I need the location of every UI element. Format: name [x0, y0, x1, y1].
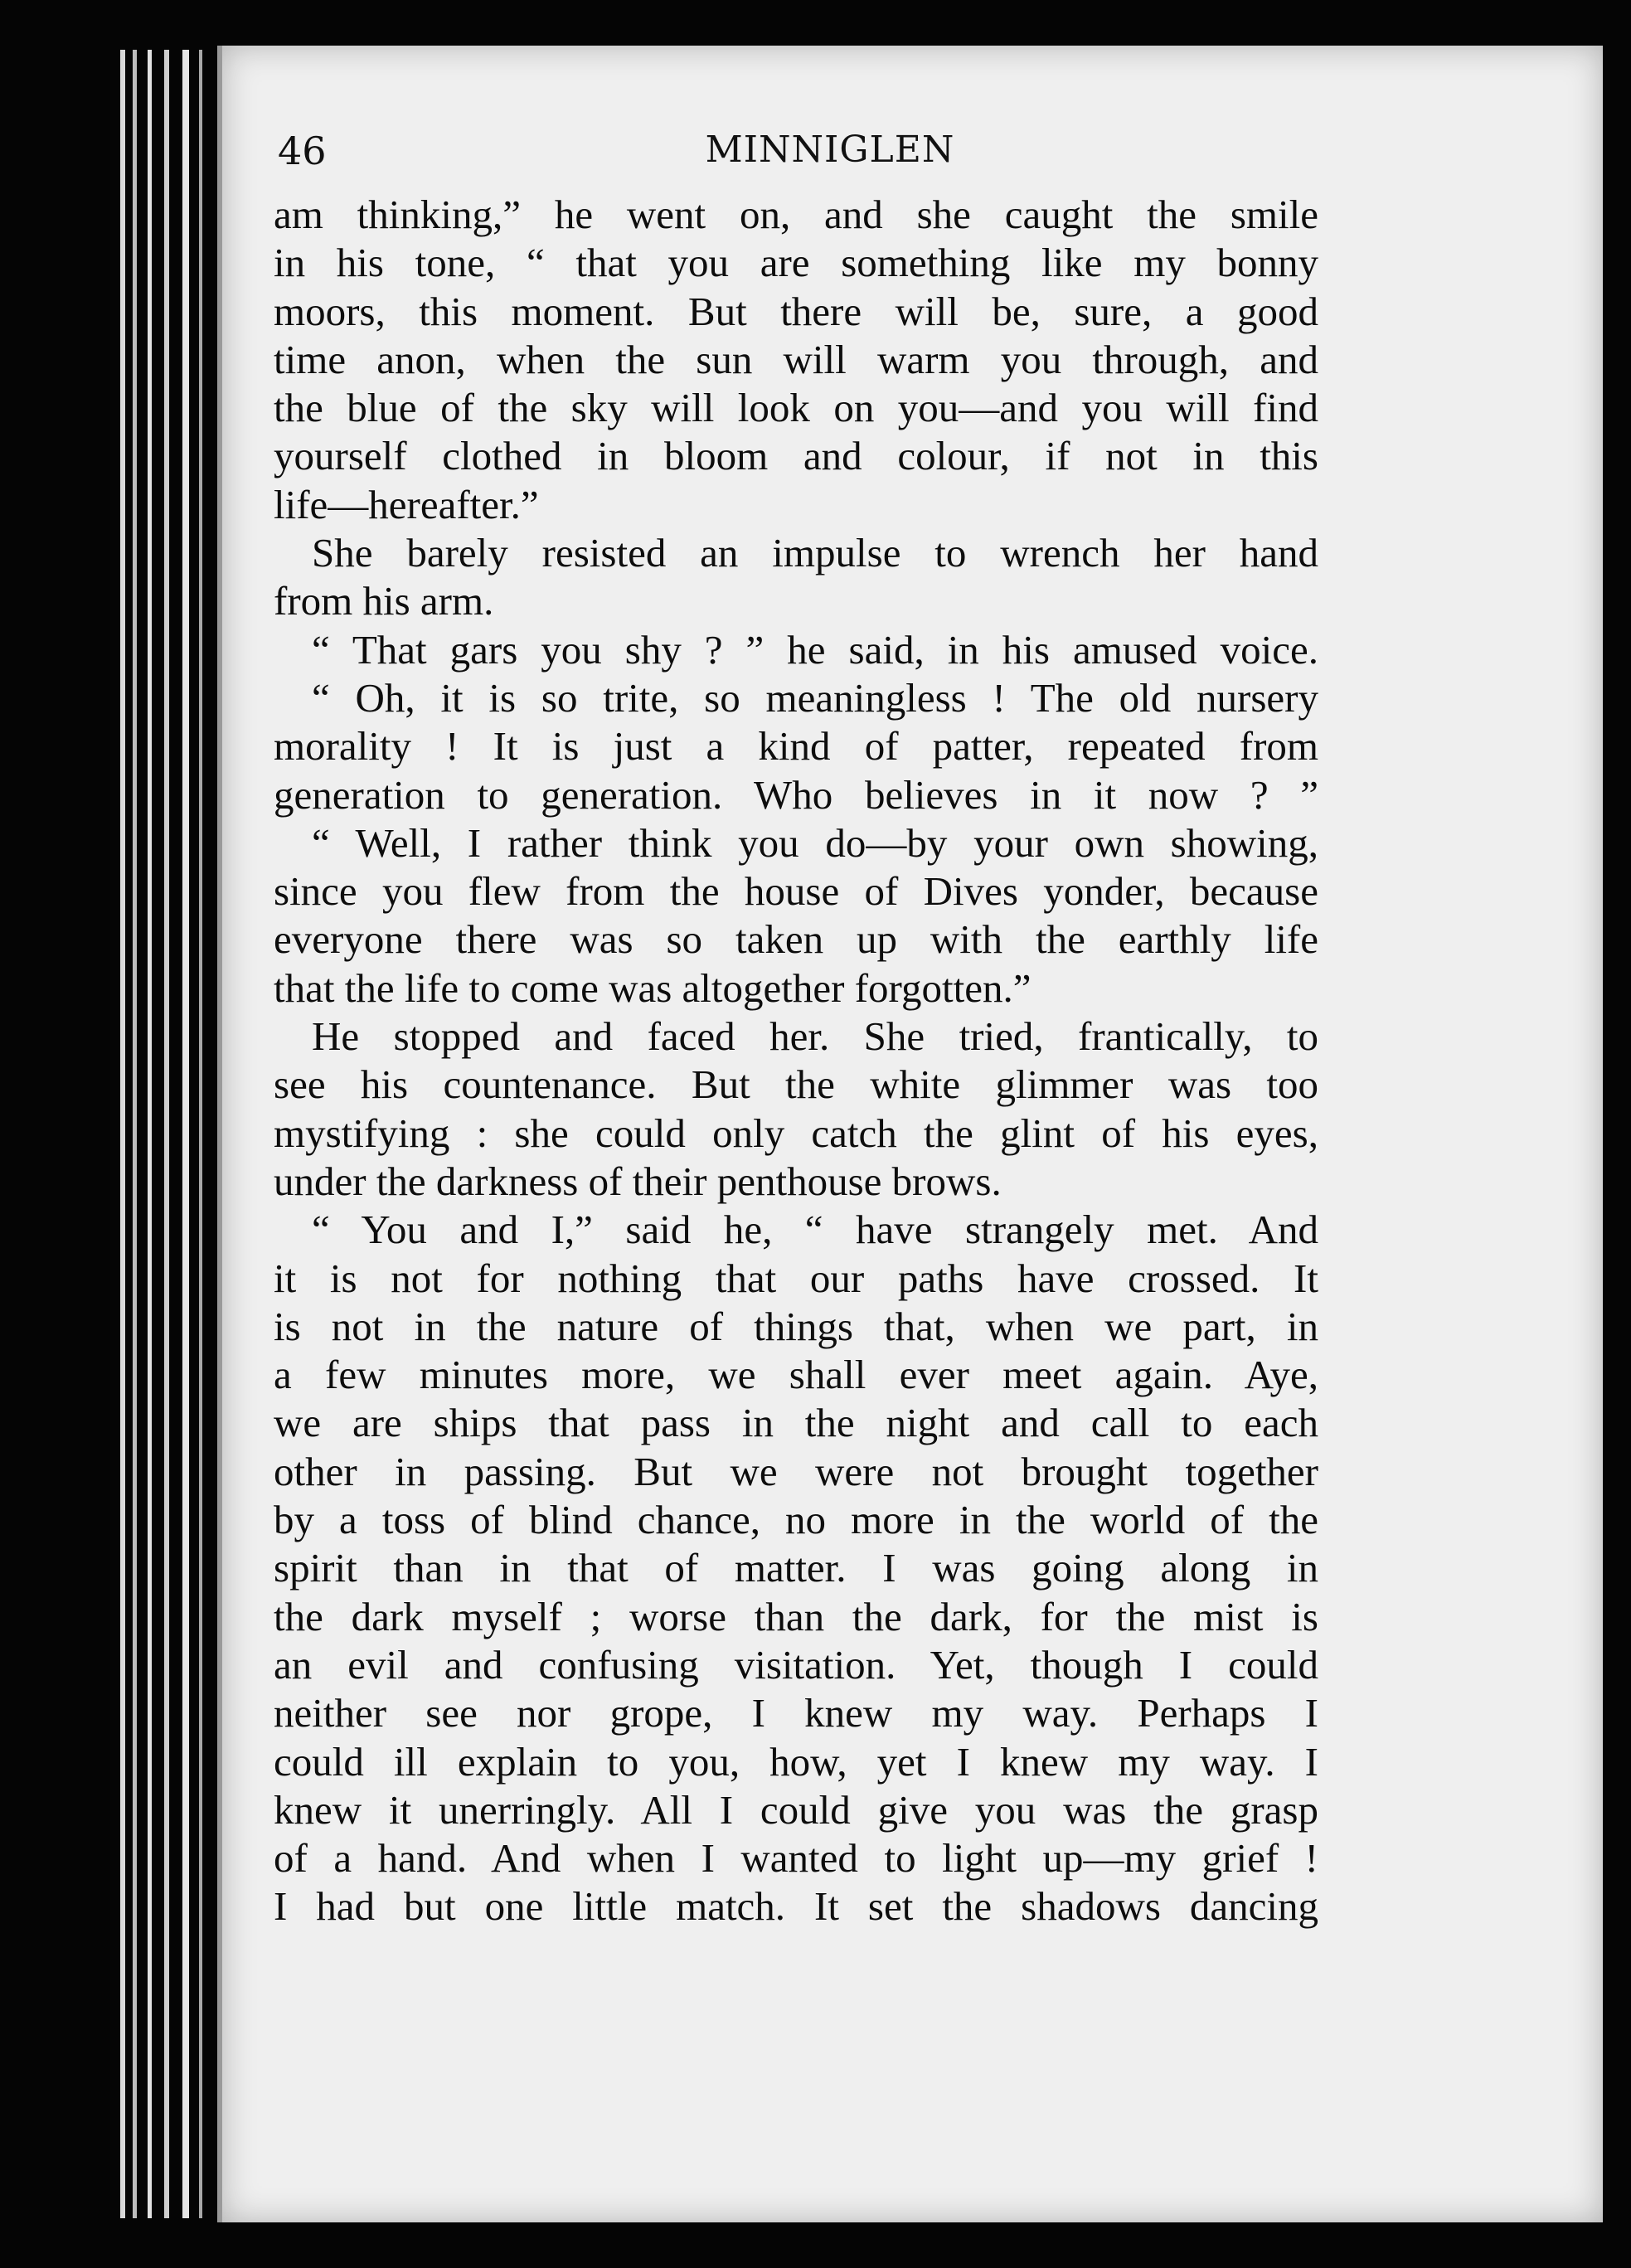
running-title: MINNIGLEN [705, 129, 955, 171]
text-line: from his arm. [274, 578, 494, 624]
text-line: of a hand. And when I wanted to light up—my grief ! [274, 1835, 1318, 1882]
text-line: neither see nor grope, I knew my way. Perhaps I [274, 1690, 1318, 1736]
text-line: time anon, when the sun will warm you through, and [274, 336, 1318, 382]
text-line: it is not for nothing that our paths have crossed. It [274, 1255, 1318, 1301]
text-line: “ You and I,” said he, “ have strangely met. And [312, 1207, 1318, 1253]
text-line: other in passing. But we were not brought together [274, 1448, 1318, 1494]
text-line: an evil and confusing visitation. Yet, though I could [274, 1641, 1318, 1688]
text-line: I had but one little match. It set the shadows dancing [274, 1883, 1318, 1930]
text-line: spirit than in that of matter. I was going along in [274, 1545, 1318, 1591]
text-line: morality ! It is just a kind of patter, repeated from [274, 723, 1318, 770]
text-line: yourself clothed in bloom and colour, if not in this [274, 433, 1318, 479]
text-line: under the darkness of their penthouse brows. [274, 1158, 1002, 1204]
running-head [278, 129, 1382, 187]
text-line: knew it unerringly. All I could give you was the grasp [274, 1786, 1318, 1833]
text-line: “ That gars you shy ? ” he said, in his amused voice. [312, 626, 1318, 673]
book-edge [164, 50, 169, 2218]
text-line: am thinking,” he went on, and she caught the smile [274, 192, 1318, 237]
text-line: the blue of the sky will look on you—and you will find [274, 385, 1318, 431]
book-edge [148, 50, 152, 2218]
text-line: by a toss of blind chance, no more in the world of the [274, 1497, 1318, 1543]
text-line: in his tone, “ that you are something like my bonny [274, 240, 1318, 286]
text-line: generation to generation. Who believes in it now ? ” [274, 771, 1318, 818]
text-line: could ill explain to you, how, yet I knew my way. I [274, 1738, 1318, 1785]
text-line: “ Well, I rather think you do—by your own showing, [312, 819, 1318, 866]
text-line: “ Oh, it is so trite, so meaningless ! The old nursery [312, 674, 1318, 721]
book-edge [199, 50, 202, 2218]
text-line: that the life to come was altogether forgotten.” [274, 964, 1032, 1011]
book-edge [133, 50, 137, 2218]
book-edge [120, 50, 125, 2218]
text-line: He stopped and faced her. She tried, frantically, to [312, 1013, 1318, 1060]
body-text [274, 191, 1318, 1931]
text-line: everyone there was so taken up with the earthly life [274, 916, 1318, 963]
text-line: see his countenance. But the white glimmer was too [274, 1061, 1318, 1108]
text-line: She barely resisted an impulse to wrench her hand [312, 530, 1318, 576]
book-edge [182, 50, 189, 2218]
text-line: life—hereafter.” [274, 481, 539, 527]
text-line: moors, this moment. But there will be, sure, a good [274, 288, 1318, 334]
text-line: mystifying : she could only catch the glint of his eyes, [274, 1110, 1318, 1156]
text-line: a few minutes more, we shall ever meet again. Aye, [274, 1352, 1318, 1398]
page-number: 46 [278, 129, 327, 173]
text-line: we are ships that pass in the night and call to each [274, 1400, 1318, 1446]
text-line: the dark myself ; worse than the dark, for the mist is [274, 1593, 1318, 1639]
text-line: is not in the nature of things that, when we part, in [274, 1303, 1318, 1349]
text-line: since you flew from the house of Dives yonder, because [274, 868, 1318, 915]
